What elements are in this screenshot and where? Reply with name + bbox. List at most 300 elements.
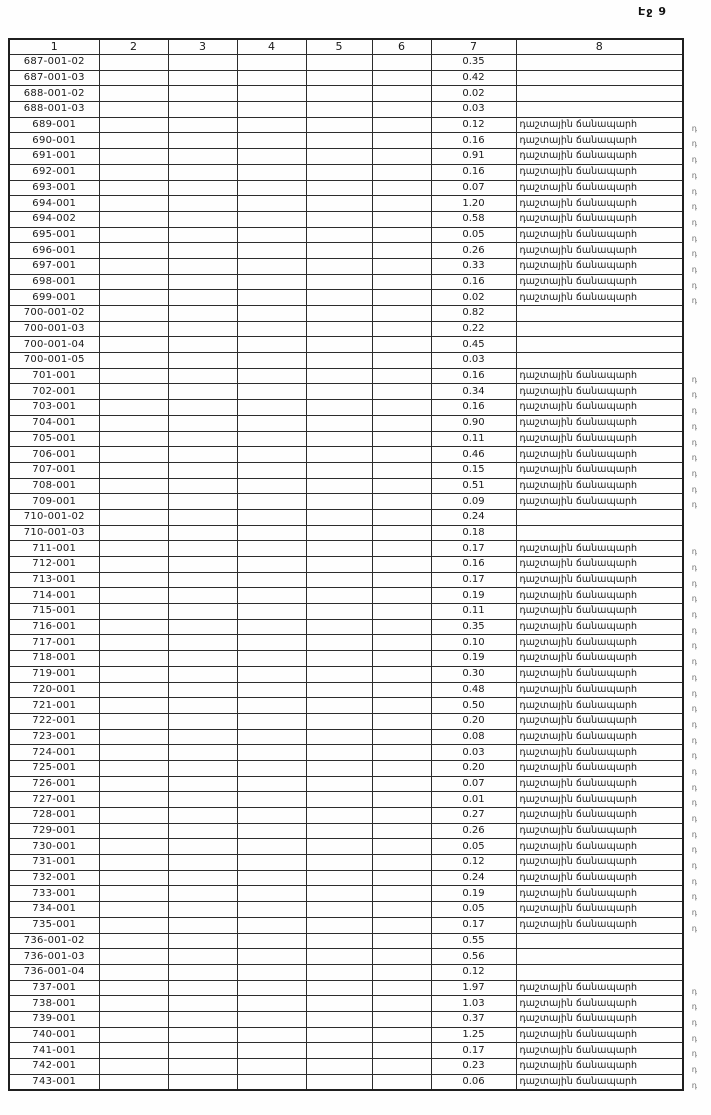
scan-margin-mark: դ xyxy=(691,123,697,133)
description-cell xyxy=(516,525,683,541)
scan-margin-mark: դ xyxy=(691,264,697,274)
empty-cell xyxy=(99,86,168,102)
empty-cell xyxy=(237,729,306,745)
empty-cell xyxy=(99,180,168,196)
empty-cell xyxy=(168,917,237,933)
empty-cell xyxy=(237,760,306,776)
empty-cell xyxy=(237,949,306,965)
empty-cell xyxy=(99,415,168,431)
empty-cell xyxy=(306,1074,372,1090)
parcel-code-cell: 724-001 xyxy=(9,745,99,761)
area-value-cell: 0.17 xyxy=(431,541,516,557)
empty-cell xyxy=(99,729,168,745)
empty-cell xyxy=(372,619,431,635)
description-text: դաշտային ճանապարհ xyxy=(519,401,637,413)
parcel-code-cell: 716-001 xyxy=(9,619,99,635)
parcel-code-cell: 701-001 xyxy=(9,368,99,384)
empty-cell xyxy=(99,368,168,384)
description-text: դաշտային ճանապարհ xyxy=(519,197,637,209)
empty-cell xyxy=(306,400,372,416)
empty-cell xyxy=(99,823,168,839)
empty-cell xyxy=(237,808,306,824)
empty-cell xyxy=(99,870,168,886)
description-text: դաշտային ճանապարհ xyxy=(519,746,637,758)
area-value-cell: 0.18 xyxy=(431,525,516,541)
parcel-code-cell: 718-001 xyxy=(9,651,99,667)
parcel-code-cell: 733-001 xyxy=(9,886,99,902)
empty-cell xyxy=(99,760,168,776)
table-row xyxy=(9,415,683,431)
empty-cell xyxy=(168,557,237,573)
description-cell xyxy=(516,431,697,447)
scan-margin-mark: դ xyxy=(691,876,697,886)
parcel-code-cell: 699-001 xyxy=(9,290,99,306)
empty-cell xyxy=(99,572,168,588)
scan-margin-mark: դ xyxy=(691,453,697,463)
empty-cell xyxy=(372,525,431,541)
area-value-cell: 0.05 xyxy=(431,839,516,855)
empty-cell xyxy=(99,902,168,918)
empty-cell xyxy=(168,180,237,196)
table-row xyxy=(9,902,683,918)
empty-cell xyxy=(99,588,168,604)
empty-cell xyxy=(372,211,431,227)
empty-cell xyxy=(168,980,237,996)
empty-cell xyxy=(168,196,237,212)
empty-cell xyxy=(372,274,431,290)
empty-cell xyxy=(99,713,168,729)
empty-cell xyxy=(306,415,372,431)
empty-cell xyxy=(306,1043,372,1059)
table-row xyxy=(9,400,683,416)
description-cell xyxy=(516,102,683,118)
description-text: դաշտային ճանապարհ xyxy=(519,134,637,146)
empty-cell xyxy=(168,494,237,510)
description-text: դաշտային ճանապարհ xyxy=(519,244,637,256)
empty-cell xyxy=(99,211,168,227)
area-value-cell: 0.58 xyxy=(431,211,516,227)
description-cell xyxy=(516,1027,697,1043)
parcel-code-cell: 726-001 xyxy=(9,776,99,792)
empty-cell xyxy=(372,651,431,667)
area-value-cell: 1.25 xyxy=(431,1027,516,1043)
table-row xyxy=(9,604,683,620)
empty-cell xyxy=(372,415,431,431)
scan-margin-mark: դ xyxy=(691,610,697,620)
table-row xyxy=(9,839,683,855)
table-row xyxy=(9,384,683,400)
area-value-cell: 0.19 xyxy=(431,886,516,902)
empty-cell xyxy=(306,776,372,792)
empty-cell xyxy=(372,745,431,761)
empty-cell xyxy=(372,886,431,902)
table-row xyxy=(9,729,683,745)
empty-cell xyxy=(99,980,168,996)
parcel-code-cell: 690-001 xyxy=(9,133,99,149)
empty-cell xyxy=(237,447,306,463)
empty-cell xyxy=(99,321,168,337)
parcel-code-cell: 709-001 xyxy=(9,494,99,510)
description-text: դաշտային ճանապարհ xyxy=(519,981,637,993)
empty-cell xyxy=(168,1043,237,1059)
parcel-code-cell: 700-001-05 xyxy=(9,353,99,369)
table-row xyxy=(9,447,683,463)
description-cell xyxy=(516,792,697,808)
empty-cell xyxy=(99,776,168,792)
scan-margin-mark: դ xyxy=(691,782,697,792)
empty-cell xyxy=(372,462,431,478)
empty-cell xyxy=(237,1043,306,1059)
empty-cell xyxy=(168,243,237,259)
empty-cell xyxy=(372,70,431,86)
description-cell xyxy=(516,635,697,651)
empty-cell xyxy=(168,258,237,274)
empty-cell xyxy=(237,117,306,133)
area-value-cell: 0.22 xyxy=(431,321,516,337)
empty-cell xyxy=(99,478,168,494)
description-text: դաշտային ճանապարհ xyxy=(519,683,637,695)
empty-cell xyxy=(99,70,168,86)
area-value-cell: 0.33 xyxy=(431,258,516,274)
parcel-code-cell: 717-001 xyxy=(9,635,99,651)
area-value-cell: 0.16 xyxy=(431,557,516,573)
empty-cell xyxy=(237,1059,306,1075)
description-cell xyxy=(516,980,697,996)
table-row xyxy=(9,980,683,996)
description-cell xyxy=(516,933,683,949)
empty-cell xyxy=(99,431,168,447)
description-text: դաշտային ճանապարհ xyxy=(519,119,637,131)
empty-cell xyxy=(372,55,431,71)
parcel-code-cell: 687-001-03 xyxy=(9,70,99,86)
empty-cell xyxy=(99,886,168,902)
parcel-code-cell: 691-001 xyxy=(9,149,99,165)
table-row xyxy=(9,572,683,588)
table-row xyxy=(9,258,683,274)
description-text: դաշտային ճանապարհ xyxy=(519,762,637,774)
area-value-cell: 0.26 xyxy=(431,823,516,839)
empty-cell xyxy=(372,917,431,933)
empty-cell xyxy=(372,870,431,886)
empty-cell xyxy=(372,996,431,1012)
table-row xyxy=(9,776,683,792)
empty-cell xyxy=(306,557,372,573)
description-cell xyxy=(516,462,697,478)
table-row xyxy=(9,588,683,604)
empty-cell xyxy=(99,55,168,71)
empty-cell xyxy=(237,588,306,604)
scan-margin-mark: դ xyxy=(691,672,697,682)
parcel-code-cell: 698-001 xyxy=(9,274,99,290)
parcel-code-cell: 730-001 xyxy=(9,839,99,855)
scan-margin-mark: դ xyxy=(691,986,697,996)
description-text: դաշտային ճանապարհ xyxy=(519,291,637,303)
description-text: դաշտային ճանապարհ xyxy=(519,370,637,382)
table-row xyxy=(9,635,683,651)
empty-cell xyxy=(168,745,237,761)
empty-cell xyxy=(372,588,431,604)
empty-cell xyxy=(306,337,372,353)
description-cell xyxy=(516,666,697,682)
empty-cell xyxy=(168,1074,237,1090)
header-row xyxy=(9,39,683,55)
area-value-cell: 0.26 xyxy=(431,243,516,259)
empty-cell xyxy=(306,902,372,918)
table-row xyxy=(9,949,683,965)
description-text: դաշտային ճանապարհ xyxy=(519,558,637,570)
description-text: դաշտային ճանապարհ xyxy=(519,825,637,837)
description-text: դաշտային ճանապարհ xyxy=(519,181,637,193)
description-text: դաշտային ճանապարհ xyxy=(519,495,637,507)
scan-margin-mark: դ xyxy=(691,892,697,902)
area-value-cell: 0.16 xyxy=(431,164,516,180)
description-cell xyxy=(516,855,697,871)
area-value-cell: 0.56 xyxy=(431,949,516,965)
empty-cell xyxy=(237,494,306,510)
empty-cell xyxy=(99,1011,168,1027)
scan-margin-mark: դ xyxy=(691,468,697,478)
description-cell xyxy=(516,164,697,180)
description-cell xyxy=(516,227,697,243)
table-row xyxy=(9,823,683,839)
table-row xyxy=(9,870,683,886)
scan-margin-mark: դ xyxy=(691,500,697,510)
area-value-cell: 0.03 xyxy=(431,102,516,118)
scan-margin-mark: դ xyxy=(691,845,697,855)
empty-cell xyxy=(372,102,431,118)
description-cell xyxy=(516,133,697,149)
table-row xyxy=(9,745,683,761)
scan-margin-mark: դ xyxy=(691,923,697,933)
description-cell xyxy=(516,886,697,902)
empty-cell xyxy=(168,855,237,871)
empty-cell xyxy=(237,635,306,651)
empty-cell xyxy=(372,902,431,918)
parcel-code-cell: 700-001-03 xyxy=(9,321,99,337)
table-row xyxy=(9,133,683,149)
empty-cell xyxy=(306,713,372,729)
empty-cell xyxy=(168,886,237,902)
empty-cell xyxy=(168,996,237,1012)
parcel-code-cell: 688-001-03 xyxy=(9,102,99,118)
empty-cell xyxy=(372,180,431,196)
empty-cell xyxy=(237,478,306,494)
area-value-cell: 0.02 xyxy=(431,290,516,306)
scan-margin-mark: դ xyxy=(691,406,697,416)
column-header-2: 2 xyxy=(99,39,168,55)
empty-cell xyxy=(237,86,306,102)
empty-cell xyxy=(168,102,237,118)
empty-cell xyxy=(372,117,431,133)
empty-cell xyxy=(99,306,168,322)
area-value-cell: 0.09 xyxy=(431,494,516,510)
parcel-code-cell: 694-002 xyxy=(9,211,99,227)
empty-cell xyxy=(306,808,372,824)
empty-cell xyxy=(237,70,306,86)
empty-cell xyxy=(237,572,306,588)
description-text: դաշտային ճանապարհ xyxy=(519,887,637,899)
empty-cell xyxy=(372,353,431,369)
area-value-cell: 0.11 xyxy=(431,431,516,447)
parcel-code-cell: 737-001 xyxy=(9,980,99,996)
description-cell xyxy=(516,682,697,698)
empty-cell xyxy=(99,337,168,353)
parcel-code-cell: 721-001 xyxy=(9,698,99,714)
table-row xyxy=(9,306,683,322)
empty-cell xyxy=(99,808,168,824)
empty-cell xyxy=(372,698,431,714)
empty-cell xyxy=(237,55,306,71)
description-cell xyxy=(516,1059,697,1075)
description-cell xyxy=(516,1043,697,1059)
empty-cell xyxy=(99,447,168,463)
empty-cell xyxy=(237,902,306,918)
description-text: դաշտային ճանապարհ xyxy=(519,856,637,868)
empty-cell xyxy=(306,729,372,745)
parcel-code-cell: 743-001 xyxy=(9,1074,99,1090)
table-row xyxy=(9,117,683,133)
empty-cell xyxy=(168,509,237,525)
area-value-cell: 0.07 xyxy=(431,776,516,792)
parcel-code-cell: 714-001 xyxy=(9,588,99,604)
table-row xyxy=(9,808,683,824)
empty-cell xyxy=(168,588,237,604)
empty-cell xyxy=(306,384,372,400)
empty-cell xyxy=(372,133,431,149)
table-row xyxy=(9,698,683,714)
scan-margin-mark: դ xyxy=(691,1033,697,1043)
description-cell xyxy=(516,823,697,839)
table-row xyxy=(9,1027,683,1043)
column-header-1: 1 xyxy=(9,39,99,55)
table-row xyxy=(9,196,683,212)
empty-cell xyxy=(372,494,431,510)
description-cell xyxy=(516,541,697,557)
empty-cell xyxy=(306,102,372,118)
area-value-cell: 1.03 xyxy=(431,996,516,1012)
table-row xyxy=(9,557,683,573)
empty-cell xyxy=(306,996,372,1012)
parcel-code-cell: 711-001 xyxy=(9,541,99,557)
scan-margin-mark: դ xyxy=(691,1002,697,1012)
table-row xyxy=(9,462,683,478)
empty-cell xyxy=(237,211,306,227)
table-row xyxy=(9,1011,683,1027)
scan-margin-mark: դ xyxy=(691,1017,697,1027)
parcel-code-cell: 736-001-02 xyxy=(9,933,99,949)
empty-cell xyxy=(372,635,431,651)
table-row xyxy=(9,541,683,557)
empty-cell xyxy=(372,1011,431,1027)
scan-margin-mark: դ xyxy=(691,249,697,259)
empty-cell xyxy=(99,290,168,306)
empty-cell xyxy=(168,682,237,698)
empty-cell xyxy=(168,447,237,463)
empty-cell xyxy=(237,196,306,212)
empty-cell xyxy=(306,368,372,384)
description-text: դաշտային ճանապարհ xyxy=(519,166,637,178)
description-text: դաշտային ճանապարհ xyxy=(519,448,637,460)
description-cell xyxy=(516,1011,697,1027)
description-cell xyxy=(516,760,697,776)
parcel-code-cell: 719-001 xyxy=(9,666,99,682)
table-row xyxy=(9,494,683,510)
empty-cell xyxy=(168,713,237,729)
area-value-cell: 0.16 xyxy=(431,133,516,149)
description-text: դաշտային ճանապարհ xyxy=(519,793,637,805)
area-value-cell: 0.24 xyxy=(431,870,516,886)
description-text: դաշտային ճանապարհ xyxy=(519,730,637,742)
empty-cell xyxy=(237,541,306,557)
empty-cell xyxy=(168,541,237,557)
description-cell xyxy=(516,117,697,133)
table-row xyxy=(9,1043,683,1059)
table-row xyxy=(9,509,683,525)
empty-cell xyxy=(99,462,168,478)
empty-cell xyxy=(306,666,372,682)
empty-cell xyxy=(237,1011,306,1027)
empty-cell xyxy=(168,572,237,588)
description-cell xyxy=(516,86,683,102)
scan-margin-mark: դ xyxy=(691,594,697,604)
empty-cell xyxy=(306,70,372,86)
area-value-cell: 0.37 xyxy=(431,1011,516,1027)
description-cell xyxy=(516,196,697,212)
empty-cell xyxy=(99,509,168,525)
empty-cell xyxy=(306,1027,372,1043)
empty-cell xyxy=(306,745,372,761)
description-cell xyxy=(516,917,697,933)
empty-cell xyxy=(372,823,431,839)
description-cell xyxy=(516,729,697,745)
area-value-cell: 0.42 xyxy=(431,70,516,86)
table-row xyxy=(9,917,683,933)
description-text: դաշտային ճանապարհ xyxy=(519,777,637,789)
empty-cell xyxy=(168,619,237,635)
empty-cell xyxy=(99,541,168,557)
area-value-cell: 0.12 xyxy=(431,855,516,871)
empty-cell xyxy=(168,729,237,745)
empty-cell xyxy=(168,211,237,227)
description-cell xyxy=(516,964,683,980)
description-text: դաշտային ճանապարհ xyxy=(519,432,637,444)
empty-cell xyxy=(237,792,306,808)
empty-cell xyxy=(237,321,306,337)
table-row xyxy=(9,525,683,541)
empty-cell xyxy=(372,776,431,792)
area-value-cell: 0.34 xyxy=(431,384,516,400)
empty-cell xyxy=(99,1074,168,1090)
empty-cell xyxy=(372,384,431,400)
empty-cell xyxy=(237,415,306,431)
description-text: դաշտային ճանապարհ xyxy=(519,275,637,287)
table-row xyxy=(9,337,683,353)
empty-cell xyxy=(237,698,306,714)
description-text: դաշտային ճանապարհ xyxy=(519,919,637,931)
area-value-cell: 0.05 xyxy=(431,227,516,243)
description-text: դաշտային ճանապարհ xyxy=(519,605,637,617)
empty-cell xyxy=(372,306,431,322)
table-row xyxy=(9,478,683,494)
scan-margin-mark: դ xyxy=(691,139,697,149)
table-row xyxy=(9,180,683,196)
area-value-cell: 0.20 xyxy=(431,760,516,776)
area-value-cell: 0.30 xyxy=(431,666,516,682)
parcel-code-cell: 710-001-03 xyxy=(9,525,99,541)
empty-cell xyxy=(306,196,372,212)
empty-cell xyxy=(168,525,237,541)
scan-margin-mark: դ xyxy=(691,829,697,839)
